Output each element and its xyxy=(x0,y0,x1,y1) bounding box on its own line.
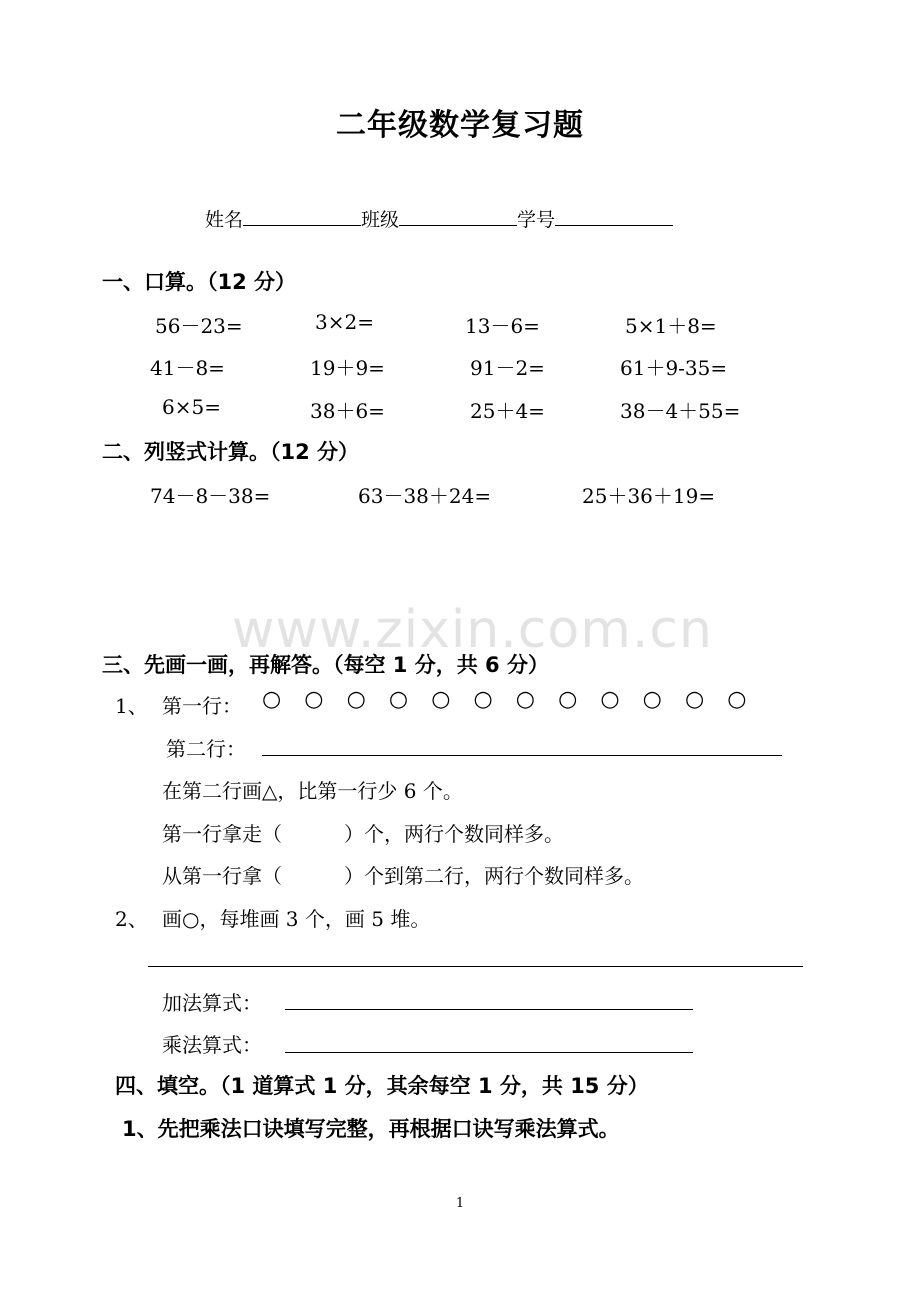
question-number: 1、 xyxy=(115,694,148,718)
drawing-line[interactable] xyxy=(148,966,803,967)
row2-answer-line[interactable] xyxy=(262,755,782,756)
circle-icon: ○ xyxy=(262,687,282,712)
question-number: 2、 xyxy=(115,907,148,931)
vertical-problem: 74－8－38= xyxy=(150,484,271,508)
class-label: 班级 xyxy=(361,209,400,231)
addition-answer-line[interactable] xyxy=(285,1009,693,1010)
oral-problem: 13－6= xyxy=(465,314,540,338)
circle-icon: ○ xyxy=(431,687,451,712)
circle-icon: ○ xyxy=(388,687,409,712)
circle-icon: ○ xyxy=(642,687,662,712)
addition-label: 加法算式： xyxy=(162,991,262,1015)
fill-question-part: 从第一行拿（ xyxy=(162,864,282,888)
vertical-problem: 25＋36＋19= xyxy=(582,484,716,508)
name-blank[interactable] xyxy=(243,207,361,226)
oral-problem: 25＋4= xyxy=(470,399,545,423)
row2-label: 第二行： xyxy=(166,737,246,761)
circle-icon: ○ xyxy=(558,687,578,712)
oral-problem: 61＋9-35= xyxy=(620,356,728,380)
fill-question-part: ）个到第二行，两行个数同样多。 xyxy=(344,864,644,888)
oral-problem: 91－2= xyxy=(470,356,545,380)
fill-question xyxy=(162,860,644,889)
student-info-line xyxy=(205,205,673,232)
oral-problem: 5×1＋8= xyxy=(625,314,717,338)
oral-problem: 3×2= xyxy=(315,310,374,334)
id-label: 学号 xyxy=(517,209,556,231)
oral-problem: 38＋6= xyxy=(310,399,385,423)
circle-icon: ○ xyxy=(515,687,535,712)
circle-icon: ○ xyxy=(684,687,705,712)
oral-problem: 19＋9= xyxy=(310,356,385,380)
multiplication-answer-line[interactable] xyxy=(285,1052,693,1053)
circle-icon: ○ xyxy=(473,687,493,712)
section4-heading: 四、填空。（1 道算式 1 分，其余每空 1 分，共 15 分） xyxy=(115,1074,649,1098)
fill-question xyxy=(162,818,564,847)
circle-icon: ○ xyxy=(346,687,366,712)
section1-heading: 一、口算。（12 分） xyxy=(102,270,297,294)
vertical-problem: 63－38＋24= xyxy=(358,484,492,508)
watermark: www.zixin.com.cn xyxy=(232,600,713,660)
name-label: 姓名 xyxy=(205,209,244,231)
multiplication-label: 乘法算式： xyxy=(162,1033,262,1057)
oral-problem: 38－4＋55= xyxy=(620,399,741,423)
section4-question1: 1、先把乘法口诀填写完整，再根据口诀写乘法算式。 xyxy=(122,1117,620,1141)
row1-label: 第一行： xyxy=(162,694,242,718)
class-blank[interactable] xyxy=(399,207,517,226)
oral-problem: 56－23= xyxy=(155,314,243,338)
section2-heading: 二、列竖式计算。（12 分） xyxy=(102,440,360,464)
page-title: 二年级数学复习题 xyxy=(336,108,584,143)
oral-problem: 41－8= xyxy=(150,356,225,380)
drawing-instruction: 画○，每堆画 3 个，画 5 堆。 xyxy=(162,907,431,931)
fill-question-part: 第一行拿走（ xyxy=(162,822,282,846)
page-number: 1 xyxy=(455,1196,465,1211)
id-blank[interactable] xyxy=(555,207,673,226)
oral-problem: 6×5= xyxy=(162,395,221,419)
fill-question-part: ）个，两行个数同样多。 xyxy=(344,822,564,846)
circle-icon: ○ xyxy=(600,687,620,712)
circle-icon: ○ xyxy=(727,687,747,712)
row1-circles xyxy=(262,687,770,712)
section3-heading: 三、先画一画，再解答。（每空 1 分，共 6 分） xyxy=(102,653,549,677)
instruction-line: 在第二行画△，比第一行少 6 个。 xyxy=(162,779,463,803)
circle-icon: ○ xyxy=(304,687,324,712)
